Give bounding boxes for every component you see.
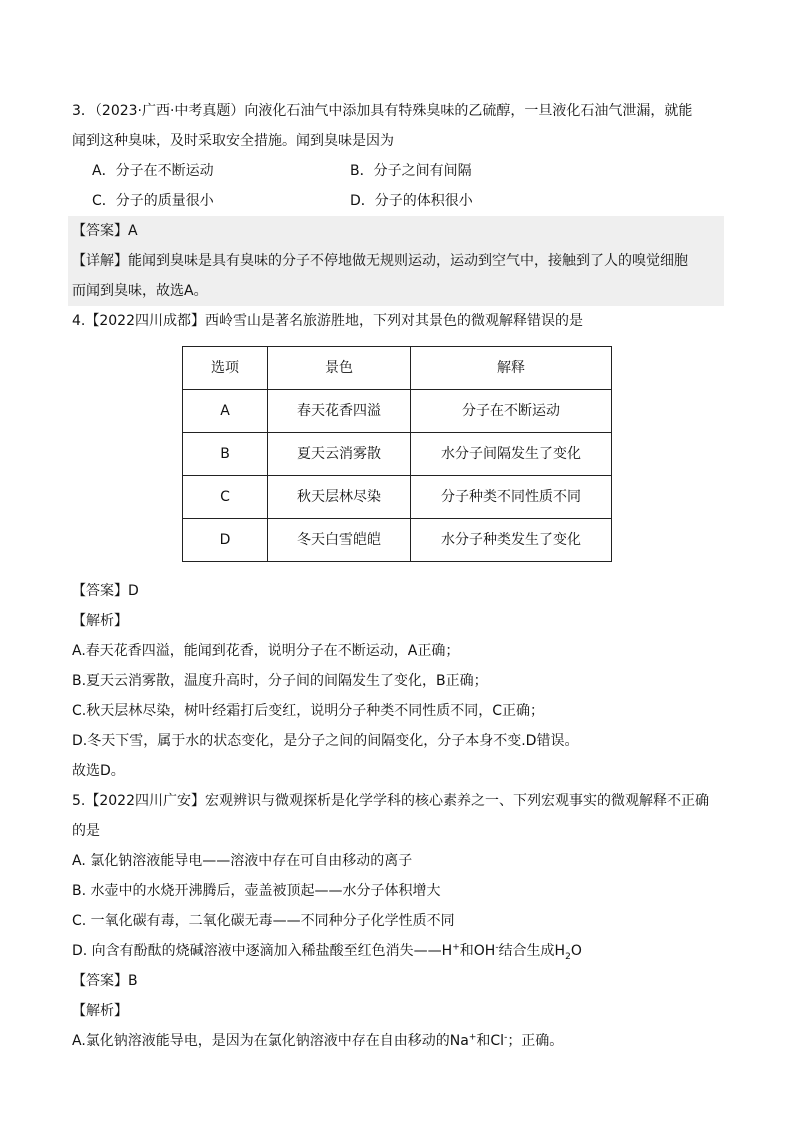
- q5-analysis-title: 【解析】: [72, 1003, 128, 1019]
- table-cell: B: [183, 433, 268, 476]
- q3-option-b: B．分子之间有间隔: [350, 163, 472, 179]
- q5-option-d: [72, 936, 724, 966]
- q4-analysis-line: D.冬天下雪，属于水的状态变化，是分子之间的间隔变化，分子本身不变.D错误。: [72, 733, 579, 749]
- q5-answer: 【答案】B: [72, 973, 138, 989]
- table-header: 解释: [411, 347, 612, 390]
- q5-option-d-text: D. 向含有酚酞的烧碱溶液中逐滴加入稀盐酸至红色消失——H: [72, 943, 453, 959]
- subscript: 2: [565, 951, 571, 962]
- table-cell: 春天花香四溢: [268, 390, 411, 433]
- q3-option-d: D．分子的体积很小: [350, 193, 473, 209]
- superscript: -: [495, 942, 499, 953]
- q5-analysis-line: [72, 1026, 724, 1056]
- q5-analysis-text: ；正确。: [507, 1033, 564, 1049]
- q4-analysis-line: 故选D。: [72, 763, 125, 779]
- table-cell: 水分子间隔发生了变化: [411, 433, 612, 476]
- q4-stem: 4.【2022四川成都】西岭雪山是著名旅游胜地，下列对其景色的微观解释错误的是: [72, 313, 583, 329]
- table-row: [183, 476, 612, 519]
- q3-option-c: C．分子的质量很小: [92, 193, 214, 209]
- q3-answer-block: [68, 216, 724, 306]
- q5-option-d-text: 结合生成H: [498, 943, 566, 959]
- q4-analysis-title: 【解析】: [72, 613, 128, 629]
- table-header: 选项: [183, 347, 268, 390]
- q3-options-row-1: [72, 156, 724, 186]
- table-cell: 夏天云消雾散: [268, 433, 411, 476]
- q3-option-a: A．分子在不断运动: [92, 163, 214, 179]
- q5-stem-line-1: 5.【2022四川广安】宏观辨识与微观探析是化学学科的核心素养之一、下列宏观事实的微观解释不正确: [72, 793, 709, 809]
- table-cell: 分子种类不同性质不同: [411, 476, 612, 519]
- table-cell: C: [183, 476, 268, 519]
- superscript: +: [452, 942, 460, 953]
- q5-option-d-text: O: [570, 943, 582, 959]
- superscript: +: [468, 1032, 477, 1043]
- table-header: 景色: [268, 347, 411, 390]
- q3-stem-line-1: 3．（2023·广西·中考真题）向液化石油气中添加具有特殊臭味的乙硫醇，一旦液化石油气泄漏，就能: [72, 103, 693, 119]
- table-cell: 水分子种类发生了变化: [411, 519, 612, 562]
- table-cell: 冬天白雪皑皑: [268, 519, 411, 562]
- table-cell: A: [183, 390, 268, 433]
- q5-option-b: B. 水壶中的水烧开沸腾后，壶盖被顶起——水分子体积增大: [72, 883, 441, 899]
- table-header-row: [183, 347, 612, 390]
- q3-answer: 【答案】A: [72, 223, 138, 239]
- q3-detail-line-1: 【详解】能闻到臭味是具有臭味的分子不停地做无规则运动，运动到空气中，接触到了人的嗅觉细胞: [72, 253, 688, 269]
- q4-analysis-line: A.春天花香四溢，能闻到花香，说明分子在不断运动，A正确；: [72, 643, 460, 659]
- q5-option-a: A. 氯化钠溶液能导电——溶液中存在可自由移动的离子: [72, 853, 413, 869]
- table-row: [183, 433, 612, 476]
- document-page: [72, 96, 724, 1056]
- q5-stem-line-2: 的是: [72, 823, 100, 839]
- q5-option-d-text: 和OH: [459, 943, 496, 959]
- q3-stem-line-2: 闻到这种臭味，及时采取安全措施。闻到臭味是因为: [72, 133, 394, 149]
- table-row: [183, 390, 612, 433]
- superscript: -: [504, 1032, 508, 1043]
- q3-detail-line-2: 而闻到臭味，故选A。: [72, 283, 208, 299]
- table-cell: 秋天层林尽染: [268, 476, 411, 519]
- q3-options-row-2: [72, 186, 724, 216]
- q5-analysis-text: 和Cl: [476, 1033, 505, 1049]
- table-cell: D: [183, 519, 268, 562]
- q4-table: [182, 346, 612, 562]
- table-row: [183, 519, 612, 562]
- q5-analysis-text: A.氯化钠溶液能导电，是因为在氯化钠溶液中存在自由移动的Na: [72, 1033, 469, 1049]
- q4-analysis-line: B.夏天云消雾散，温度升高时，分子间的间隔发生了变化，B正确；: [72, 673, 488, 689]
- table-cell: 分子在不断运动: [411, 390, 612, 433]
- q4-analysis-line: C.秋天层林尽染，树叶经霜打后变红，说明分子种类不同性质不同，C正确；: [72, 703, 544, 719]
- q5-option-c: C. 一氧化碳有毒，二氧化碳无毒——不同种分子化学性质不同: [72, 913, 455, 929]
- q4-answer: 【答案】D: [72, 583, 139, 599]
